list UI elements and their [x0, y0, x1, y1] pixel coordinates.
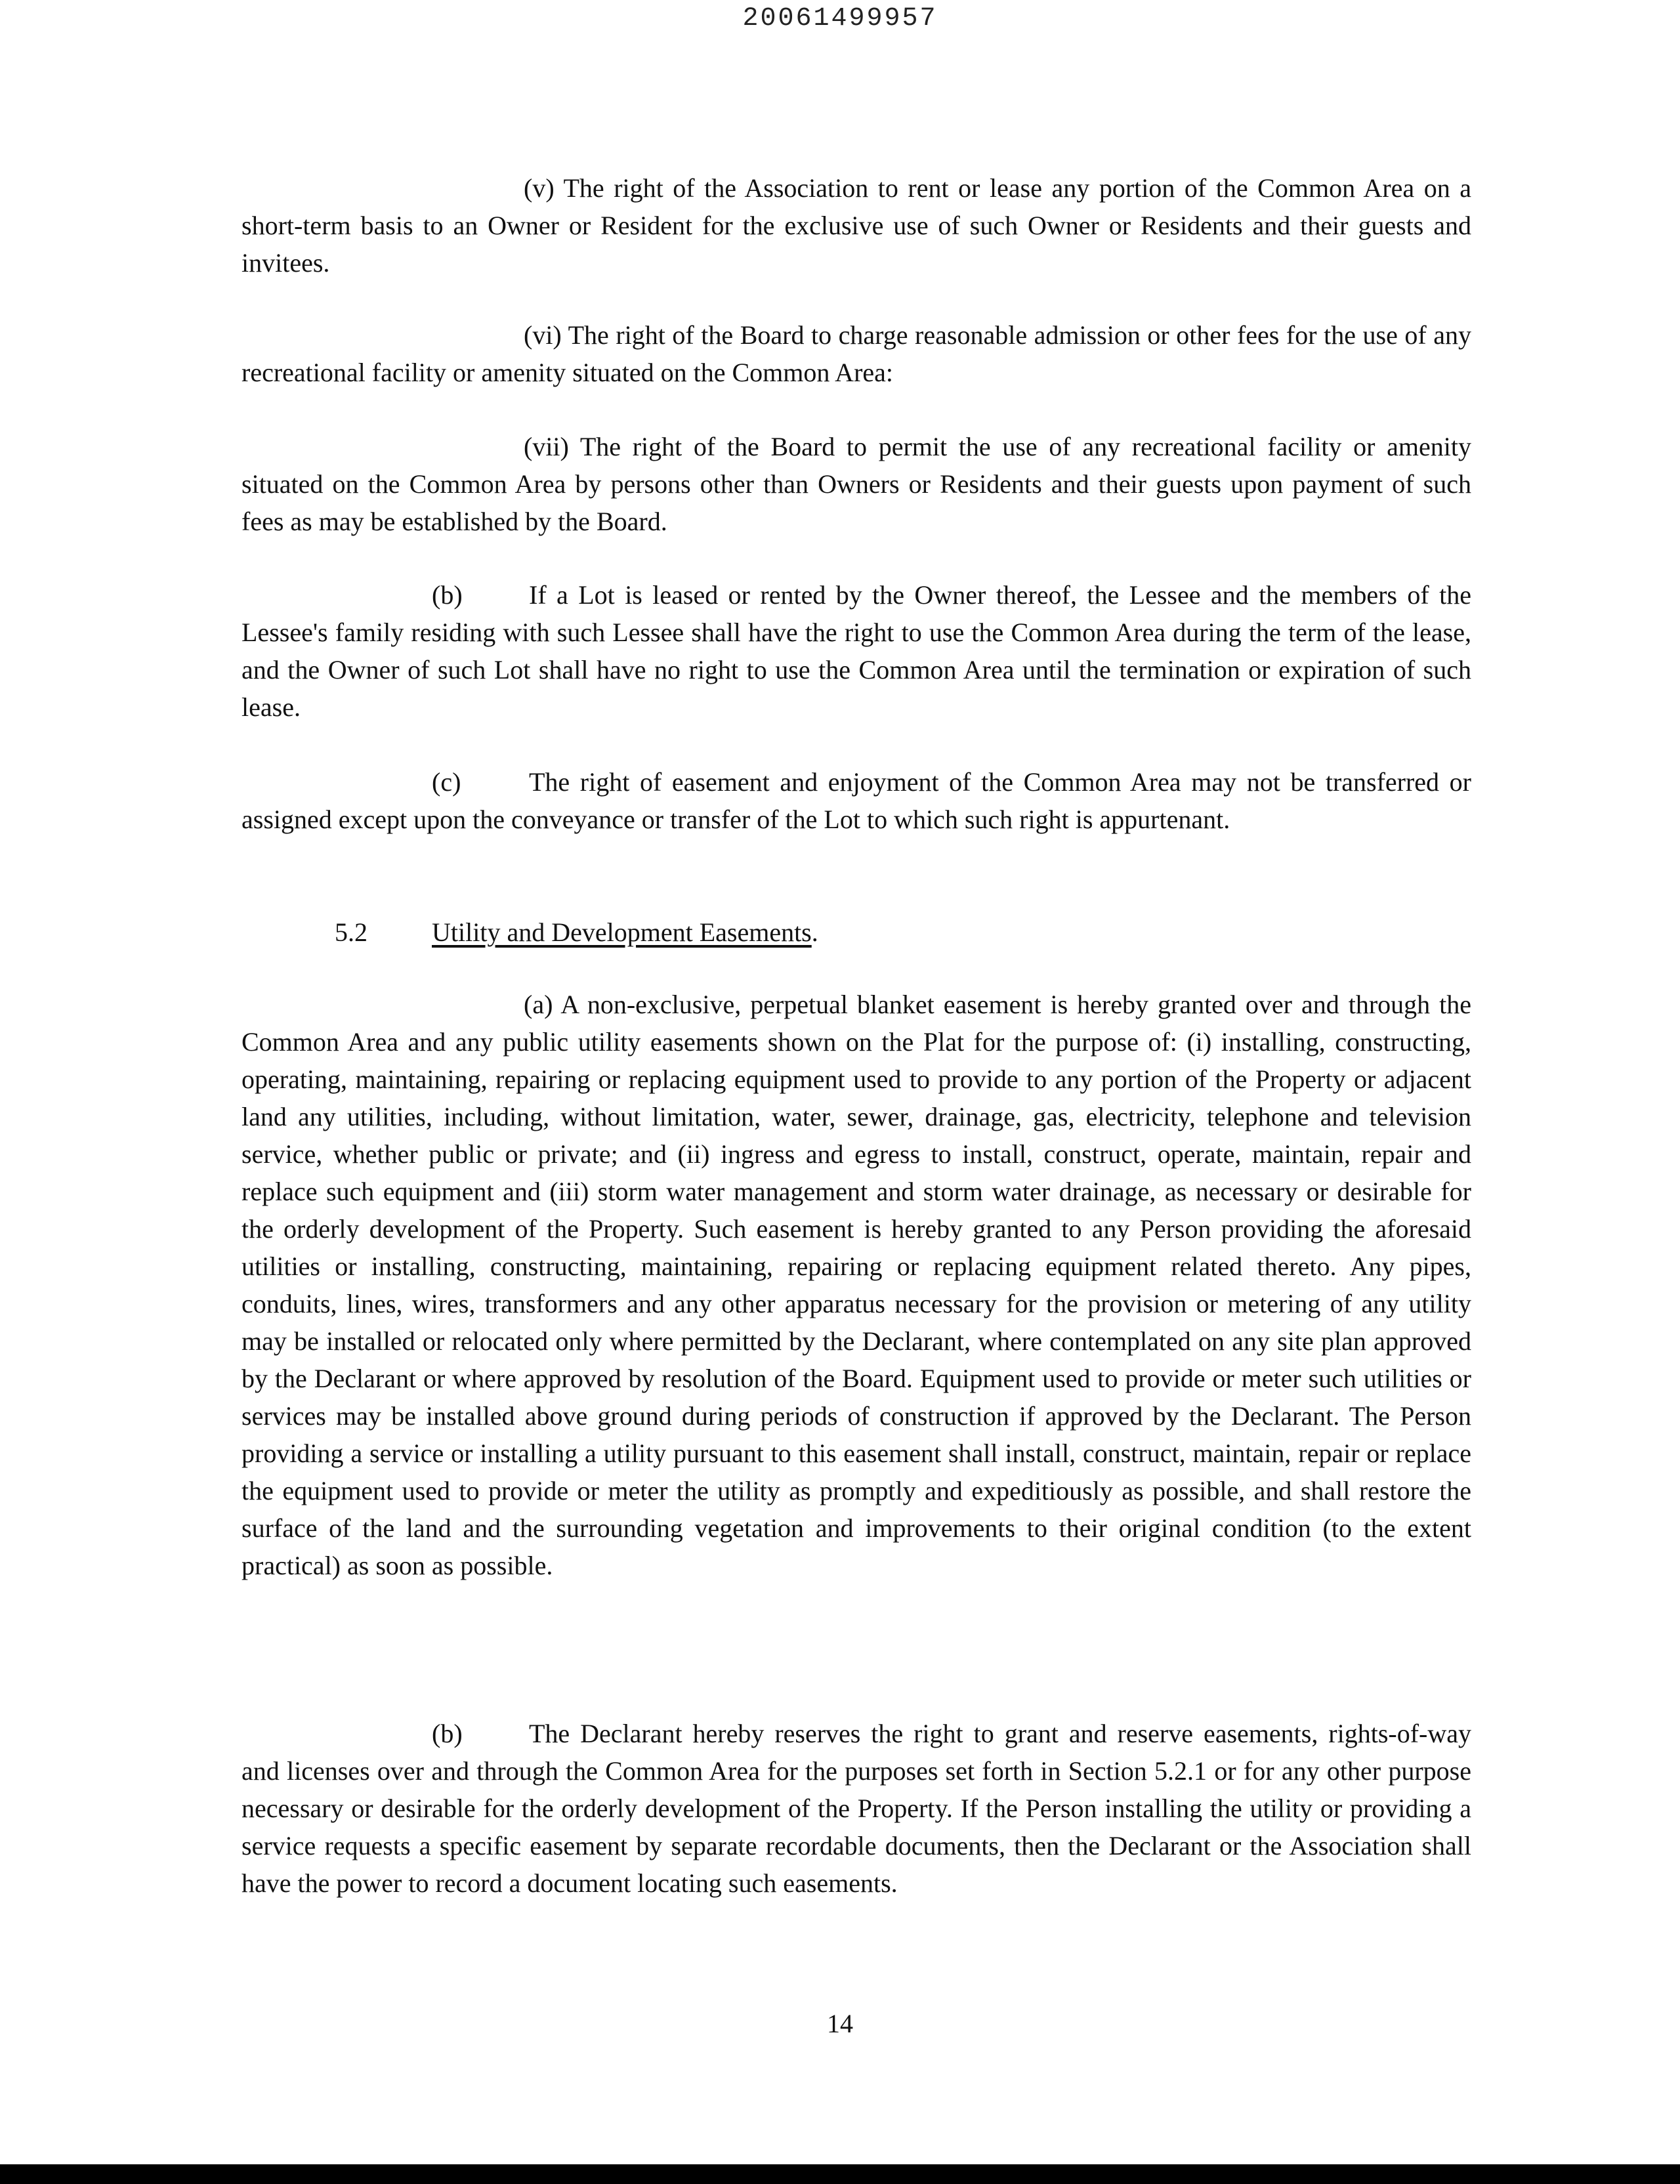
paragraph-vi: [242, 316, 1471, 391]
paragraph-marker: (vii): [524, 432, 569, 461]
paragraph-text: A non-exclusive, perpetual blanket easement is hereby granted over and through the Common Area and any public utility easements shown on the Plat for the purpose of: (i) installing, constructing, operating, maintaining, repairing or replacing equipment used to provide to any portion of the Property or adjacent land any utilities, including, without limitation, water, sewer, drainage, gas, electricity, telephone and television service, whether public or private; and (ii) ingress and egress to install, construct, operate, maintain, repair and replace such equipment and (iii) storm water management and storm water drainage, as necessary or desirable for the orderly development of the Property. Such easement is hereby granted to any Person providing the aforesaid utilities or installing, constructing, maintaining, repairing or replacing equipment related thereto. Any pipes, conduits, lines, wires, transformers and any other apparatus necessary for the provision or metering of any utility may be installed or relocated only where permitted by the Declarant, where contemplated on any site plan approved by the Declarant or where approved by resolution of the Board. Equipment used to provide or meter such utilities or services may be installed above ground during periods of construction if approved by the Declarant. The Person providing a service or installing a utility pursuant to this easement shall install, construct, maintain, repair or replace the equipment used to provide or meter the utility as promptly and expeditiously as possible, and shall restore the surface of the land and the surrounding vegetation and improvements to their original condition (to the extent practical) as soon as possible.: [242, 990, 1471, 1580]
paragraph-c-easement: [242, 763, 1471, 838]
paragraph-text: The right of the Association to rent or lease any portion of the Common Area on a short-term basis to an Owner or Resident for the exclusive use of such Owner or Residents and their guests and invitees.: [242, 173, 1471, 278]
paragraph-text: The right of the Board to charge reasonable admission or other fees for the use of any recreational facility or amenity situated on the Common Area:: [242, 320, 1471, 387]
section-paragraph-a: [242, 986, 1471, 1584]
section-heading: [335, 914, 818, 951]
paragraph-marker: (b): [432, 1719, 463, 1748]
paragraph-b-lease: [242, 576, 1471, 726]
scan-edge-band: [0, 2164, 1680, 2184]
section-title: Utility and Development Easements: [432, 917, 812, 947]
section-title-suffix: .: [811, 917, 818, 947]
paragraph-text: The right of easement and enjoyment of the Common Area may not be transferred or assigned except upon the conveyance or transfer of the Lot to which such right is appurtenant.: [242, 767, 1471, 834]
paragraph-text: The Declarant hereby reserves the right to grant and reserve easements, rights-of-way and licenses over and through the Common Area for the purposes set forth in Section 5.2.1 or for any other purpose necessary or desirable for the orderly development of the Property. If the Person installing the utility or providing a service requests a specific easement by separate recordable documents, then the Declarant or the Association shall have the power to record a document locating such easements.: [242, 1719, 1471, 1898]
paragraph-marker: (a): [524, 990, 553, 1019]
paragraph-text: If a Lot is leased or rented by the Owner thereof, the Lessee and the members of the Lessee's family residing with such Lessee shall have the right to use the Common Area during the term of the lease, and the Owner of such Lot shall have no right to use the Common Area until the termination or expiration of such lease.: [242, 580, 1471, 722]
paragraph-vii: [242, 428, 1471, 540]
page-number: 14: [827, 2009, 853, 2038]
paragraph-marker: (v): [524, 173, 555, 203]
paragraph-marker: (vi): [524, 320, 562, 350]
document-number: 20061499957: [742, 4, 938, 33]
paragraph-v: [242, 169, 1471, 282]
section-paragraph-b: [242, 1715, 1471, 1902]
paragraph-marker: (b): [432, 580, 463, 610]
section-number: 5.2: [335, 917, 368, 947]
paragraph-text: The right of the Board to permit the use of any recreational facility or amenity situated on the Common Area by persons other than Owners or Residents and their guests upon payment of such fees as may be established by the Board.: [242, 432, 1472, 536]
paragraph-marker: (c): [432, 767, 461, 797]
